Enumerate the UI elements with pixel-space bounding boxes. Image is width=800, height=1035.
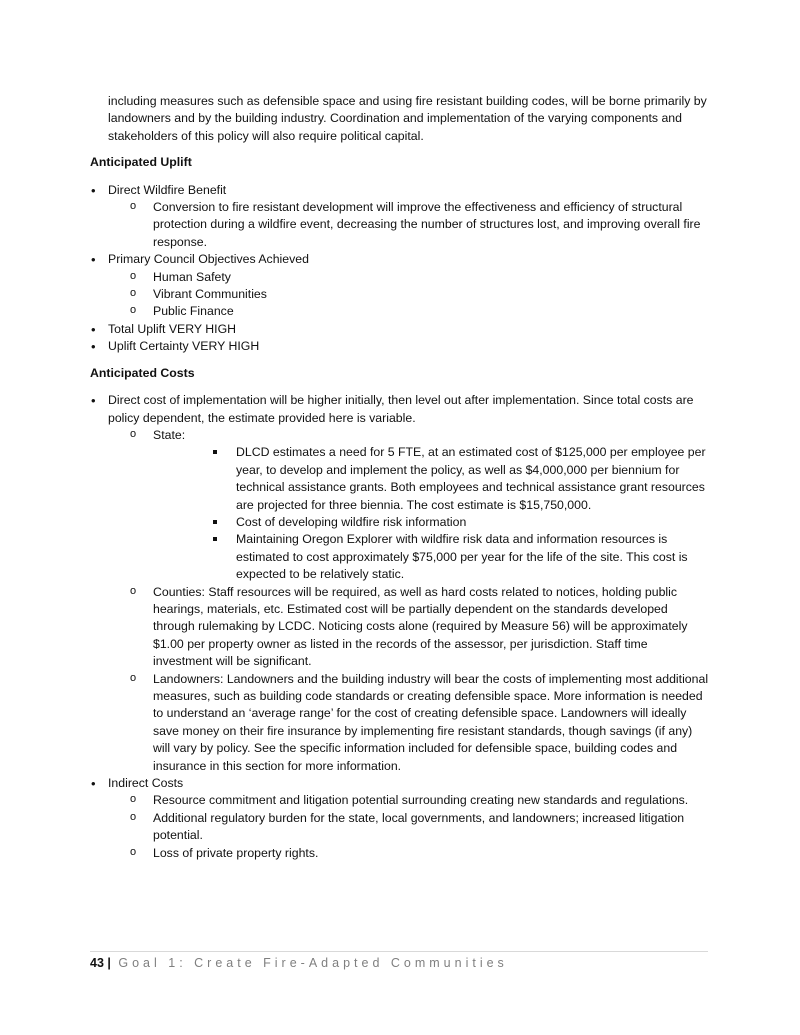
list-item: o Public Finance — [108, 303, 710, 320]
intro-paragraph: including measures such as defensible space and using fire resistant building codes, will be borne primarily by landowners and by the building industry. Coordination and implementation of the varying components and stakeholders of this policy will also require political capital. — [108, 94, 707, 143]
footer-goal-title: Goal 1: Create Fire-Adapted Communities — [118, 956, 508, 970]
footer-separator: | — [107, 956, 111, 970]
landowners-cost-item: o Landowners: Landowners and the building industry will bear the costs of implementing most additional measures, such as building code standards or creating defensible space. More information is needed to understand an ‘average range’ for the cost of creating defensible space. Landowners will ideally save money on their fire insurance by implementing fire resistant standards, though savings (if any) will vary by policy. See the specific information included for defensible space, building codes and insurance in this section for more information. — [108, 671, 710, 775]
page-number: 43 — [90, 956, 104, 970]
direct-cost-text: Direct cost of implementation will be higher initially, then level out after implementation. Since total costs are policy dependent, the estimate provided here is variable. — [108, 393, 694, 425]
list-item — [108, 427, 710, 584]
uplift-item-council-objectives: Primary Council Objectives Achieved — [108, 252, 309, 267]
list-item: o Resource commitment and litigation potential surrounding creating new standards and regulations. — [108, 792, 710, 809]
page-footer — [90, 951, 708, 972]
list-item: o Human Safety — [108, 269, 710, 286]
uplift-list — [90, 182, 710, 356]
list-item: Cost of developing wildfire risk information — [153, 514, 710, 531]
indirect-costs-text: Indirect Costs — [108, 776, 184, 791]
list-item — [90, 392, 710, 775]
costs-list — [90, 392, 710, 862]
uplift-item-certainty: • Uplift Certainty VERY HIGH — [90, 338, 710, 355]
list-item — [90, 182, 710, 252]
page-content — [90, 93, 710, 862]
list-item: DLCD estimates a need for 5 FTE, at an estimated cost of $125,000 per employee per year, to develop and implement the policy, as well as $4,000,000 per biennium for technical assistance grants. Both employees and technical assistance grant resources are projected for three biennia. The cost estimate is $15,750,000. — [153, 444, 710, 514]
list-item: o Additional regulatory burden for the state, local governments, and landowners; increased litigation potential. — [108, 810, 710, 845]
list-item — [90, 775, 710, 862]
costs-heading: Anticipated Costs — [90, 365, 195, 380]
uplift-item-total: • Total Uplift VERY HIGH — [90, 321, 710, 338]
state-label: State: — [153, 427, 186, 442]
list-item: Maintaining Oregon Explorer with wildfire risk data and information resources is estimated to cost approximately $75,000 per year for the life of the site. This cost is expected to be relatively static. — [153, 531, 710, 583]
list-item: o Vibrant Communities — [108, 286, 710, 303]
counties-cost-item: o Counties: Staff resources will be required, as well as hard costs related to notices, holding public hearings, materials, etc. Estimated cost will be partially dependent on the standards developed through rulemaking by LCDC. Noticing costs alone (required by Measure 56) will be approximately $1.00 per property owner as listed in the records of the assessor, per jurisdiction. Staff time investment will be significant. — [108, 584, 710, 671]
list-item — [90, 251, 710, 321]
list-item: o Loss of private property rights. — [108, 845, 710, 862]
uplift-heading: Anticipated Uplift — [90, 155, 192, 170]
list-item: o Conversion to fire resistant development will improve the effectiveness and efficiency of structural protection during a wildfire event, decreasing the number of structures lost, and improving overall fire response. — [108, 199, 710, 251]
uplift-item-direct-wildfire-benefit: Direct Wildfire Benefit — [108, 182, 227, 197]
